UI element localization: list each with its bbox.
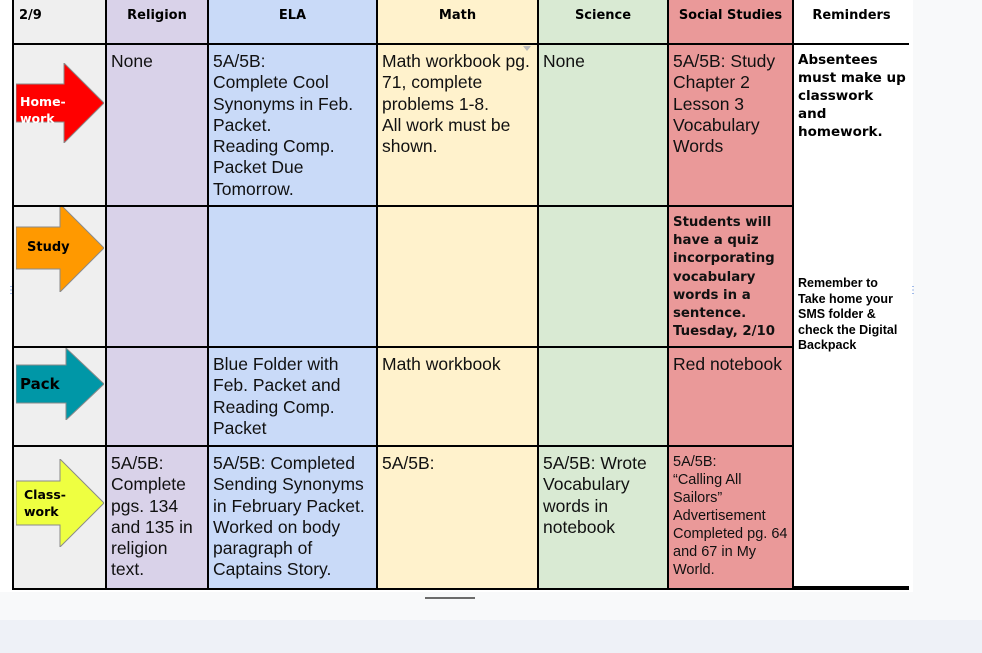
classwork-social-studies-cell[interactable]: 5A/5B: “Calling All Sailors” Advertisement Completed pg. 64 and 67 in My World. (669, 447, 794, 588)
study-row-label: Study (27, 240, 70, 255)
study-science-cell[interactable] (539, 207, 669, 348)
table-resize-handle[interactable] (425, 597, 475, 599)
study-ela-cell[interactable] (209, 207, 378, 348)
homework-religion-cell[interactable]: None (107, 45, 209, 207)
header-social-studies[interactable] (669, 0, 794, 45)
header-religion[interactable] (107, 0, 209, 45)
take-home-reminder: Remember to Take home your SMS folder & check the Digital Backpack (798, 276, 898, 352)
study-social-studies-cell[interactable]: Students will have a quiz incorporating vocabulary words in a sentence. Tuesday, 2/10 (669, 207, 794, 348)
left-resize-handle-icon[interactable]: ⋮ (6, 285, 16, 296)
social-studies-header-label: Social Studies (678, 8, 783, 23)
classwork-math-cell[interactable]: 5A/5B: (378, 447, 539, 588)
ela-header-label: ELA (278, 8, 307, 23)
study-label-cell[interactable] (14, 207, 107, 348)
homework-table (12, 0, 909, 590)
homework-row-label: Home- work (20, 94, 66, 126)
date-header[interactable] (14, 0, 107, 45)
cell-dropdown-caret-icon[interactable] (523, 46, 531, 51)
reminders-cell[interactable] (794, 45, 909, 588)
classwork-row-label: Class- work (24, 487, 66, 519)
classwork-ela-cell[interactable]: 5A/5B: Completed Sending Synonyms in February Packet. Worked on body paragraph of Captains Story. (209, 447, 378, 588)
classwork-religion-cell[interactable]: 5A/5B: Complete pgs. 134 and 135 in religion text. (107, 447, 209, 588)
header-ela[interactable] (209, 0, 378, 45)
header-math[interactable] (378, 0, 539, 45)
homework-label-cell[interactable] (14, 45, 107, 207)
header-reminders[interactable] (794, 0, 909, 45)
classwork-label-cell[interactable] (14, 447, 107, 588)
page-footer-strip (0, 620, 982, 653)
reminders-header-label: Reminders (812, 8, 891, 23)
math-header-label: Math (438, 8, 477, 23)
homework-science-cell[interactable]: None (539, 45, 669, 207)
homework-math-cell[interactable]: Math workbook pg. 71, complete problems 1-8. All work must be shown. (378, 45, 539, 207)
date-label: 2/9 (19, 8, 42, 23)
page-gutter (913, 0, 982, 592)
pack-social-studies-cell[interactable]: Red notebook (669, 348, 794, 447)
study-religion-cell[interactable] (107, 207, 209, 348)
classwork-science-cell[interactable]: 5A/5B: Wrote Vocabulary words in notebook (539, 447, 669, 588)
pack-math-cell[interactable]: Math workbook (378, 348, 539, 447)
right-resize-handle-icon[interactable]: ⋮ (908, 285, 918, 296)
study-math-cell[interactable] (378, 207, 539, 348)
absentees-reminder: Absentees must make up classwork and homework. (798, 52, 906, 140)
pack-label-cell[interactable] (14, 348, 107, 447)
homework-ela-cell[interactable]: 5A/5B: Complete Cool Synonyms in Feb. Packet. Reading Comp. Packet Due Tomorrow. (209, 45, 378, 207)
pack-ela-cell[interactable]: Blue Folder with Feb. Packet and Reading Comp. Packet (209, 348, 378, 447)
homework-social-studies-cell[interactable]: 5A/5B: Study Chapter 2 Lesson 3 Vocabulary Words (669, 45, 794, 207)
pack-religion-cell[interactable] (107, 348, 209, 447)
pack-row-label: Pack (20, 375, 60, 393)
science-header-label: Science (574, 8, 632, 23)
religion-header-label: Religion (127, 8, 187, 23)
header-science[interactable] (539, 0, 669, 45)
pack-science-cell[interactable] (539, 348, 669, 447)
